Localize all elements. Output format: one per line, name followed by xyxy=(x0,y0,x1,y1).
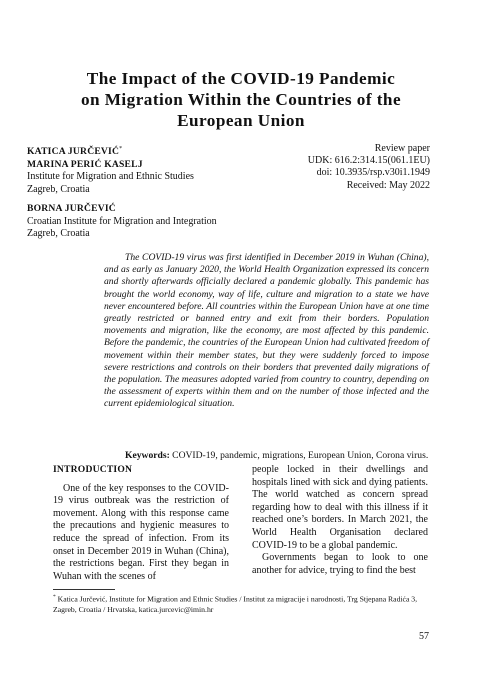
city-2: Zagreb, Croatia xyxy=(27,228,90,239)
title-line-2: on Migration Within the Countries of the xyxy=(80,90,402,109)
authors-block xyxy=(27,143,194,196)
keywords-label: Keywords: xyxy=(125,450,170,461)
paper-type: Review paper xyxy=(374,143,430,154)
section-heading-introduction: INTRODUCTION xyxy=(53,464,133,475)
page-number: 57 xyxy=(419,631,429,642)
author-name-3: BORNA JURČEVIĆ xyxy=(27,203,116,214)
body-column-left xyxy=(53,464,229,583)
abstract: The COVID-19 virus was first identified in December 2019 in Wuhan (China), and as early as January 2020, the World Health Organization expressed its concern and shortly afterwards officially declared a pandemic globally. This pandemic has brought the world economy, way of life, culture and migration to a state we have never encountered before. All countries within the European Union have at one time greatly restricted or banned entry and exit from their borders. Population movements and migration, like the economy, are most affected by this pandemic. Before the pandemic, the countries of the European Union had cultivated freedom of movement within their member states, but they were suddenly forced to impose severe restrictions and controls on their borders that prevented daily migrations of the population. The measures adopted varied from country to country, depending on the assessment of experts within them and on the number of those infected and the current epidemiological situation. xyxy=(104,252,429,410)
intro-paragraph: One of the key responses to the COVID-19 virus outbreak was the restriction of movement. Along with this response came the precautions and hygienic measures to reduce the spread of infection. From its onset in December 2019 in Wuhan (China), the restrictions began. First they began in Wuhan with the scenes of xyxy=(53,482,229,582)
title-line-3: European Union xyxy=(177,111,305,130)
article-title xyxy=(60,68,422,131)
article-metadata xyxy=(308,143,430,192)
author-name-1: KATICA JURČEVIĆ* xyxy=(27,146,123,158)
affiliation-1: Institute for Migration and Ethnic Studies xyxy=(27,171,194,183)
city-1: Zagreb, Croatia xyxy=(27,183,90,195)
body-paragraph-1: people locked in their dwellings and hospitals lined with sick and dying patients. The world watched as concern spread regarding how to deal with this illness if it reached one’s borders. In March 2021, the World Health Organisation declared COVID-19 to be a global pandemic. xyxy=(252,464,428,551)
doi: doi: 10.3935/rsp.v30i1.1949 xyxy=(316,167,430,179)
footnote-text: Katica Jurčević, Institute for Migration and Ethnic Studies / Institut za migracije i narodnosti, Trg Stjepana Radića 3, Zagreb, Croatia / Hrvatska, katica.jurcevic@imin.hr xyxy=(53,594,418,615)
received-date: Received: May 2022 xyxy=(346,179,430,191)
udk-code: UDK: 616.2:314.15(061.1EU) xyxy=(307,155,430,167)
footnote-divider xyxy=(53,589,115,590)
author-footnote-mark: * xyxy=(119,146,123,152)
affiliation-2: Croatian Institute for Migration and Integration xyxy=(27,215,217,227)
footnote-mark: * xyxy=(53,594,56,600)
keywords xyxy=(104,450,429,462)
body-paragraph-2: Governments began to look to one another for advice, trying to find the best xyxy=(252,552,428,576)
title-line-1: The Impact of the COVID-19 Pandemic xyxy=(86,69,396,88)
body-column-right xyxy=(252,464,428,577)
author-name-2: MARINA PERIĆ KASELJ xyxy=(27,158,143,170)
author-block-2 xyxy=(27,203,217,241)
footnote xyxy=(53,592,429,616)
keywords-text: COVID-19, pandemic, migrations, European Union, Corona virus. xyxy=(169,450,429,461)
